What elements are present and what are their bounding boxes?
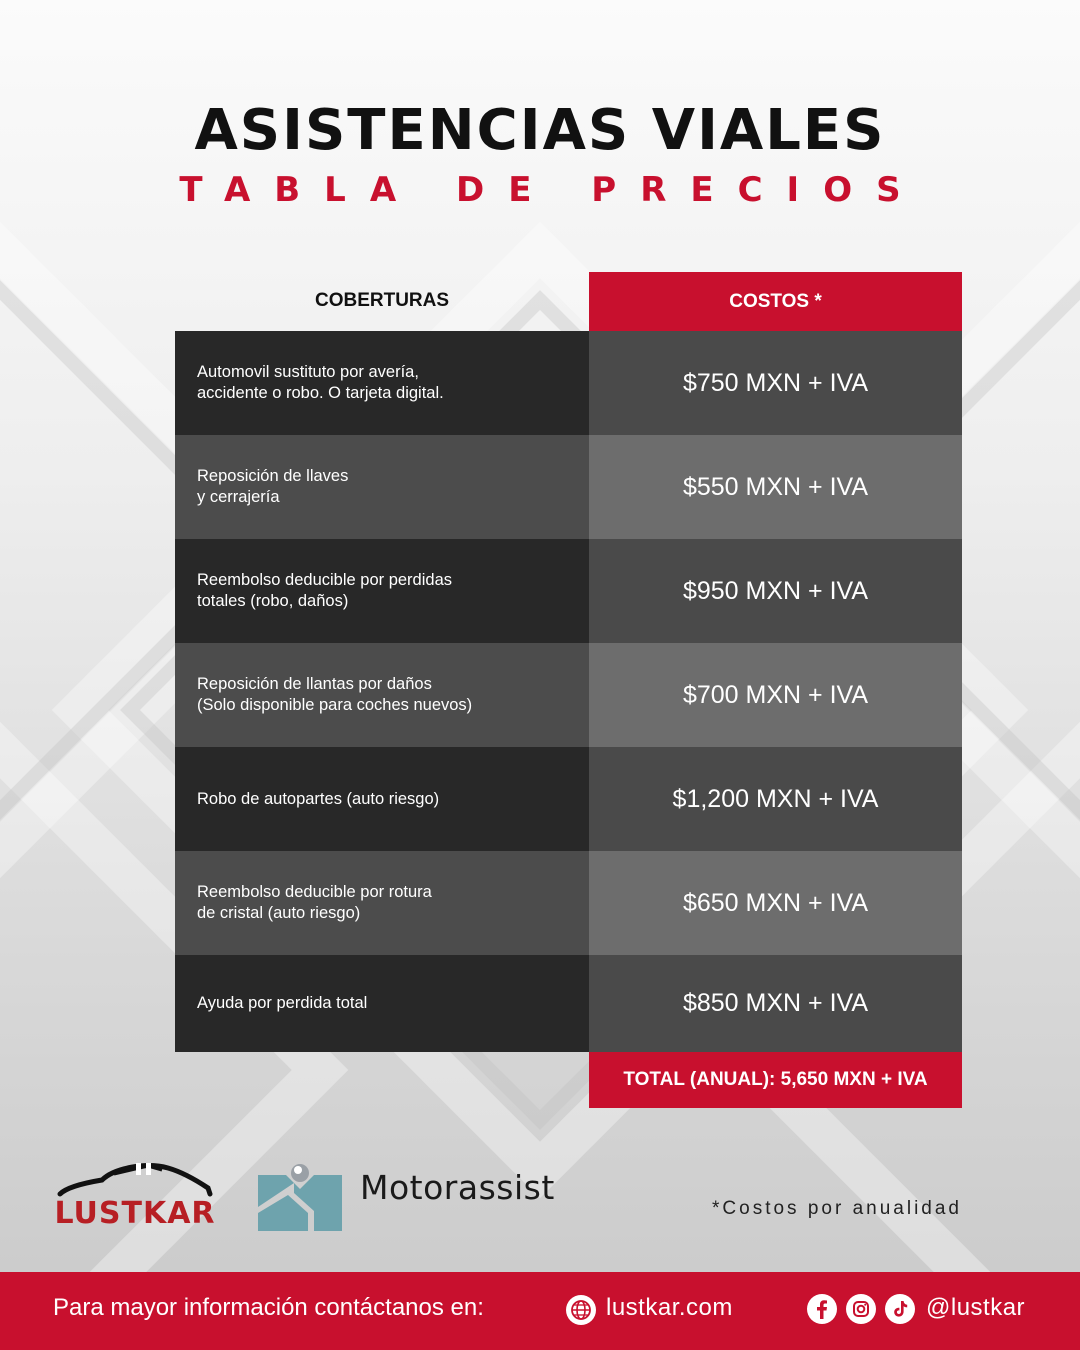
footer-bar — [0, 1272, 1080, 1350]
cost-cell: $550 MXN + IVA — [589, 435, 962, 539]
page-subtitle: TABLA DE PRECIOS — [179, 170, 925, 210]
table-row — [175, 955, 962, 1052]
table-row — [175, 539, 962, 643]
coverage-cell: Reposición de llaves y cerrajería — [175, 435, 589, 539]
table-row — [175, 435, 962, 539]
total-annual: TOTAL (ANUAL): 5,650 MXN + IVA — [589, 1052, 962, 1108]
cost-cell: $700 MXN + IVA — [589, 643, 962, 747]
coverage-cell: Reembolso deducible por perdidas totales (robo, daños) — [175, 539, 589, 643]
table-row — [175, 747, 962, 851]
column-header-cost: COSTOS * — [589, 272, 962, 331]
table-row — [175, 643, 962, 747]
lustkar-wordmark: LUSTKAR — [54, 1196, 216, 1231]
cost-cell: $750 MXN + IVA — [589, 331, 962, 435]
motorassist-wordmark: Motorassist — [360, 1168, 555, 1207]
cost-cell: $650 MXN + IVA — [589, 851, 962, 955]
coverage-cell: Ayuda por perdida total — [175, 955, 589, 1052]
column-header-coverage: COBERTURAS — [314, 290, 450, 311]
social-handle[interactable]: @lustkar — [926, 1294, 1026, 1321]
globe-icon — [566, 1295, 596, 1325]
coverage-cell: Automovil sustituto por avería, accidente o robo. O tarjeta digital. — [175, 331, 589, 435]
instagram-icon[interactable] — [846, 1294, 876, 1324]
contact-text: Para mayor información contáctanos en: — [53, 1294, 484, 1321]
tiktok-icon[interactable] — [885, 1294, 915, 1324]
motorassist-logo-icon — [258, 1163, 342, 1231]
cost-cell: $1,200 MXN + IVA — [589, 747, 962, 851]
price-table — [175, 331, 962, 1052]
coverage-cell: Reposición de llantas por daños (Solo disponible para coches nuevos) — [175, 643, 589, 747]
cost-footnote: *Costos por anualidad — [712, 1198, 962, 1219]
table-row — [175, 331, 962, 435]
cost-cell: $950 MXN + IVA — [589, 539, 962, 643]
table-row — [175, 851, 962, 955]
cost-cell: $850 MXN + IVA — [589, 955, 962, 1052]
page-title: ASISTENCIAS VIALES — [194, 98, 886, 163]
coverage-cell: Robo de autopartes (auto riesgo) — [175, 747, 589, 851]
website-link[interactable]: lustkar.com — [606, 1294, 733, 1321]
lustkar-logo — [50, 1158, 220, 1232]
coverage-cell: Reembolso deducible por rotura de cristal (auto riesgo) — [175, 851, 589, 955]
facebook-icon[interactable] — [807, 1294, 837, 1324]
